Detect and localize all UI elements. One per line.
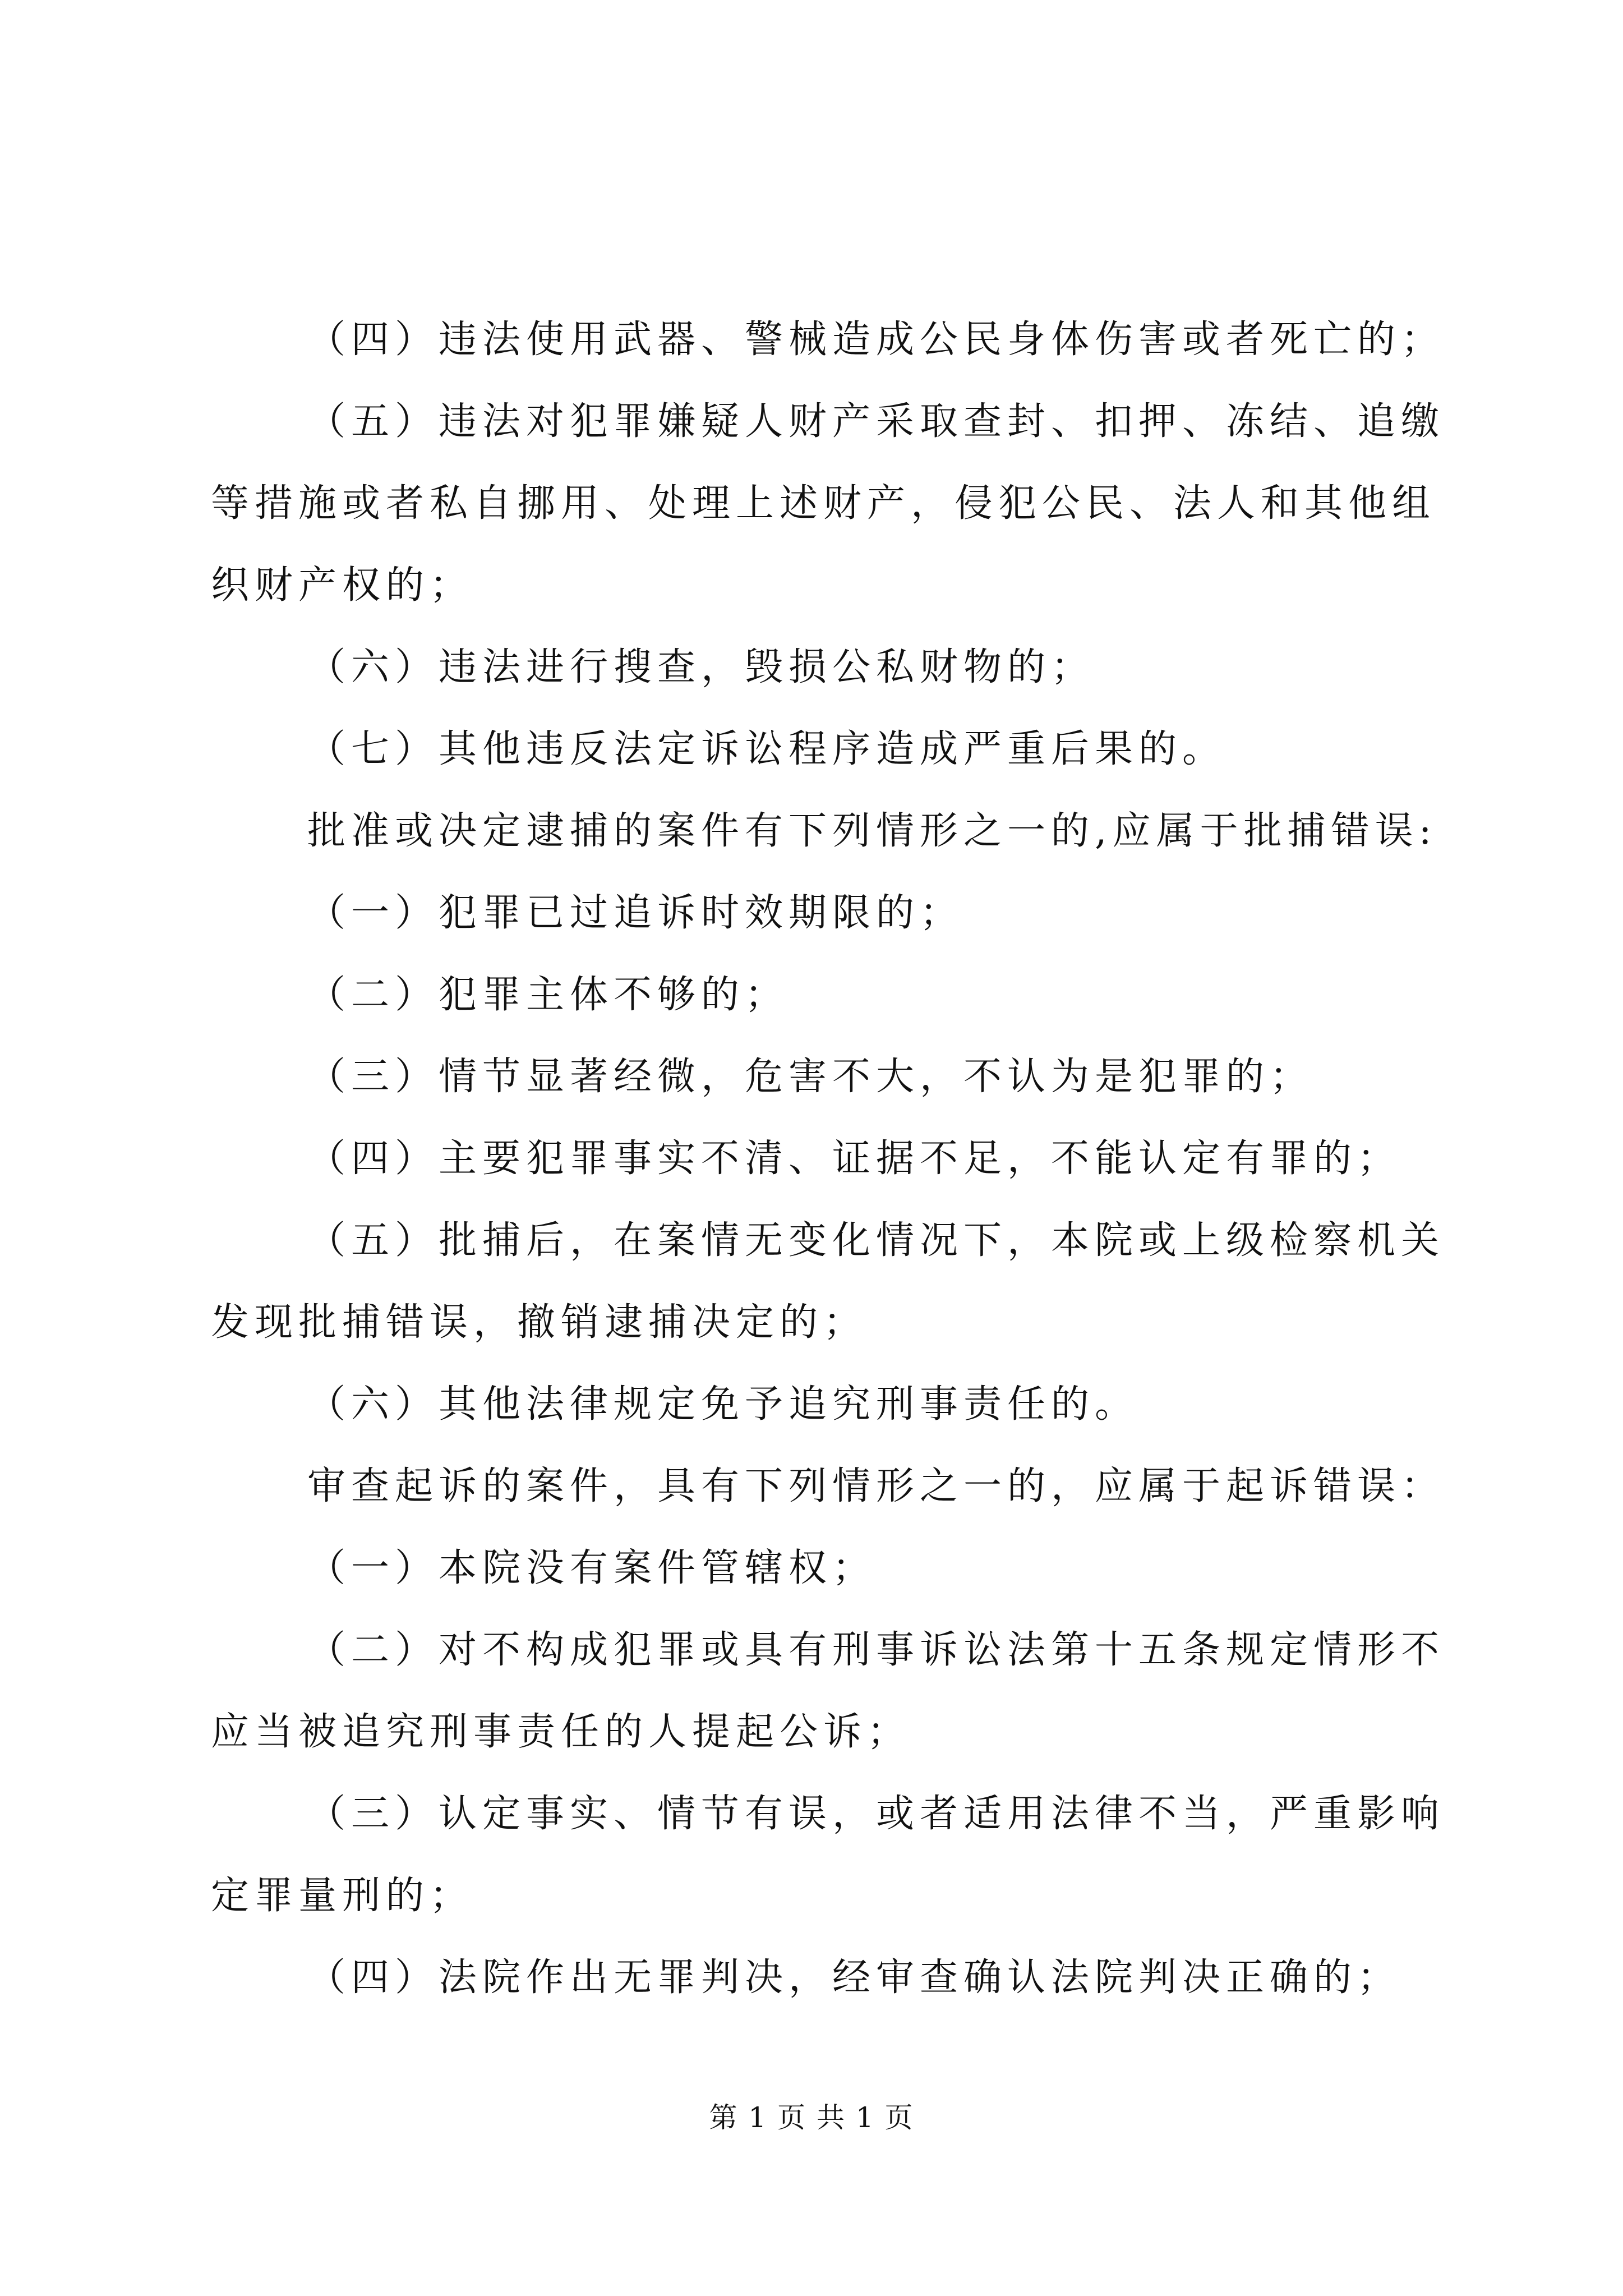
paragraph-line: 应当被追究刑事责任的人提起公诉； bbox=[211, 1710, 911, 1754]
paragraph-line: （一）本院没有案件管辖权； bbox=[307, 1546, 877, 1590]
paragraph-line: （二）犯罪主体不够的； bbox=[307, 973, 789, 1017]
paragraph-line: （四）主要犯罪事实不清、证据不足，不能认定有罪的； bbox=[307, 1137, 1401, 1181]
paragraph-line: （二）对不构成犯罪或具有刑事诉讼法第十五条规定情形不 bbox=[307, 1628, 1445, 1672]
paragraph-line: （三）认定事实、情节有误，或者适用法律不当，严重影响 bbox=[307, 1792, 1445, 1836]
paragraph-line: （四）法院作出无罪判决，经审查确认法院判决正确的； bbox=[307, 1955, 1401, 2000]
paragraph-line: （六）违法进行搜查，毁损公私财物的； bbox=[307, 645, 1095, 689]
page-footer: 第 1 页 共 1 页 bbox=[709, 2101, 914, 2134]
paragraph-line: （六）其他法律规定免予追究刑事责任的。 bbox=[307, 1382, 1139, 1427]
paragraph-line: 定罪量刑的； bbox=[211, 1874, 474, 1918]
paragraph-line: 审查起诉的案件，具有下列情形之一的，应属于起诉错误： bbox=[307, 1464, 1445, 1508]
paragraph-line: 等措施或者私自挪用、处理上述财产，侵犯公民、法人和其他组 bbox=[211, 481, 1436, 526]
paragraph-line: （四）违法使用武器、警械造成公民身体伤害或者死亡的； bbox=[307, 318, 1445, 362]
paragraph-line: （五）批捕后，在案情无变化情况下，本院或上级检察机关 bbox=[307, 1218, 1445, 1263]
paragraph-line: （五）违法对犯罪嫌疑人财产采取查封、扣押、冻结、追缴 bbox=[307, 399, 1445, 444]
paragraph-line: （七）其他违反法定诉讼程序造成严重后果的。 bbox=[307, 727, 1227, 771]
paragraph-line: 发现批捕错误，撤销逮捕决定的； bbox=[211, 1300, 868, 1345]
paragraph-line: （三）情节显著经微，危害不大，不认为是犯罪的； bbox=[307, 1055, 1314, 1099]
paragraph-line: 批准或决定逮捕的案件有下列情形之一的,应属于批捕错误: bbox=[307, 809, 1437, 853]
paragraph-line: 织财产权的； bbox=[211, 563, 474, 608]
paragraph-line: （一）犯罪已过追诉时效期限的； bbox=[307, 891, 964, 935]
